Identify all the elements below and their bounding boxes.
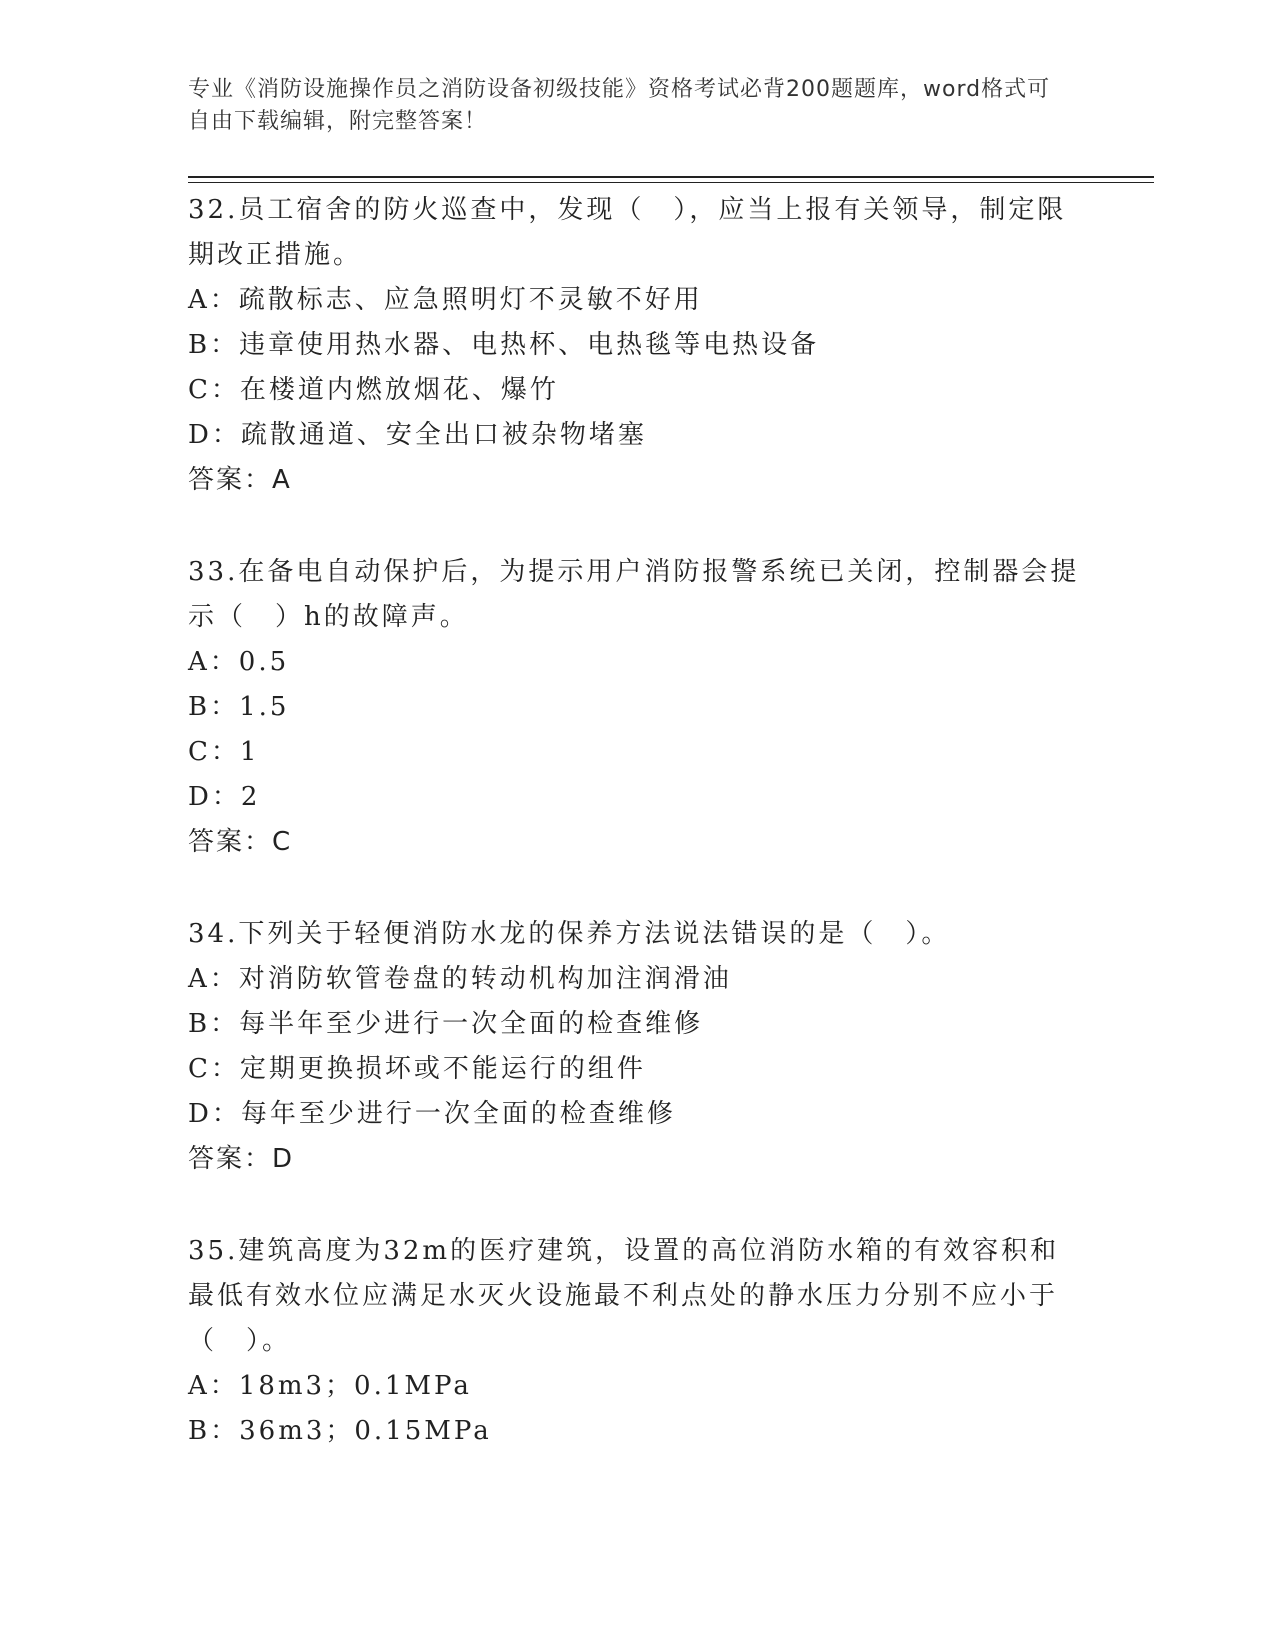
document-header: 专业《消防设施操作员之消防设备初级技能》资格考试必背200题题库，word格式可自由下载编辑，附完整答案！ <box>188 77 1051 134</box>
option-d: D：每年至少进行一次全面的检查维修 <box>188 1099 676 1129</box>
answer-line: 答案：C <box>188 827 293 857</box>
option-c: C：在楼道内燃放烟花、爆竹 <box>188 375 559 405</box>
question-34 <box>188 912 1088 1182</box>
option-a: A：对消防软管卷盘的转动机构加注润滑油 <box>188 964 732 994</box>
option-d: D：2 <box>188 782 261 812</box>
question-35 <box>188 1229 1088 1454</box>
option-a: A：0.5 <box>188 647 290 677</box>
answer-line: 答案：D <box>188 1144 295 1174</box>
header-divider <box>188 176 1154 178</box>
option-b: B：1.5 <box>188 692 290 722</box>
option-c: C：1 <box>188 737 260 767</box>
question-stem: 35.建筑高度为32m的医疗建筑，设置的高位消防水箱的有效容积和最低有效水位应满足水灭火设施最不利点处的静水压力分别不应小于（ ）。 <box>188 1236 1060 1356</box>
option-a: A：18m3；0.1MPa <box>188 1371 472 1401</box>
option-b: B：36m3；0.15MPa <box>188 1416 492 1446</box>
question-stem: 33.在备电自动保护后，为提示用户消防报警系统已关闭，控制器会提示（ ）h的故障声。 <box>188 557 1080 632</box>
question-list <box>188 188 1088 1454</box>
option-d: D：疏散通道、安全出口被杂物堵塞 <box>188 420 647 450</box>
option-c: C：定期更换损坏或不能运行的组件 <box>188 1054 646 1084</box>
question-33 <box>188 550 1088 865</box>
question-32 <box>188 188 1088 503</box>
answer-line: 答案：A <box>188 465 292 495</box>
option-b: B：违章使用热水器、电热杯、电热毯等电热设备 <box>188 330 820 360</box>
option-b: B：每半年至少进行一次全面的检查维修 <box>188 1009 704 1039</box>
option-a: A：疏散标志、应急照明灯不灵敏不好用 <box>188 285 703 315</box>
header-divider-thin <box>188 182 1154 183</box>
question-stem: 32.员工宿舍的防火巡查中，发现（ ），应当上报有关领导，制定限期改正措施。 <box>188 195 1067 270</box>
question-stem: 34.下列关于轻便消防水龙的保养方法说法错误的是（ ）。 <box>188 919 951 949</box>
